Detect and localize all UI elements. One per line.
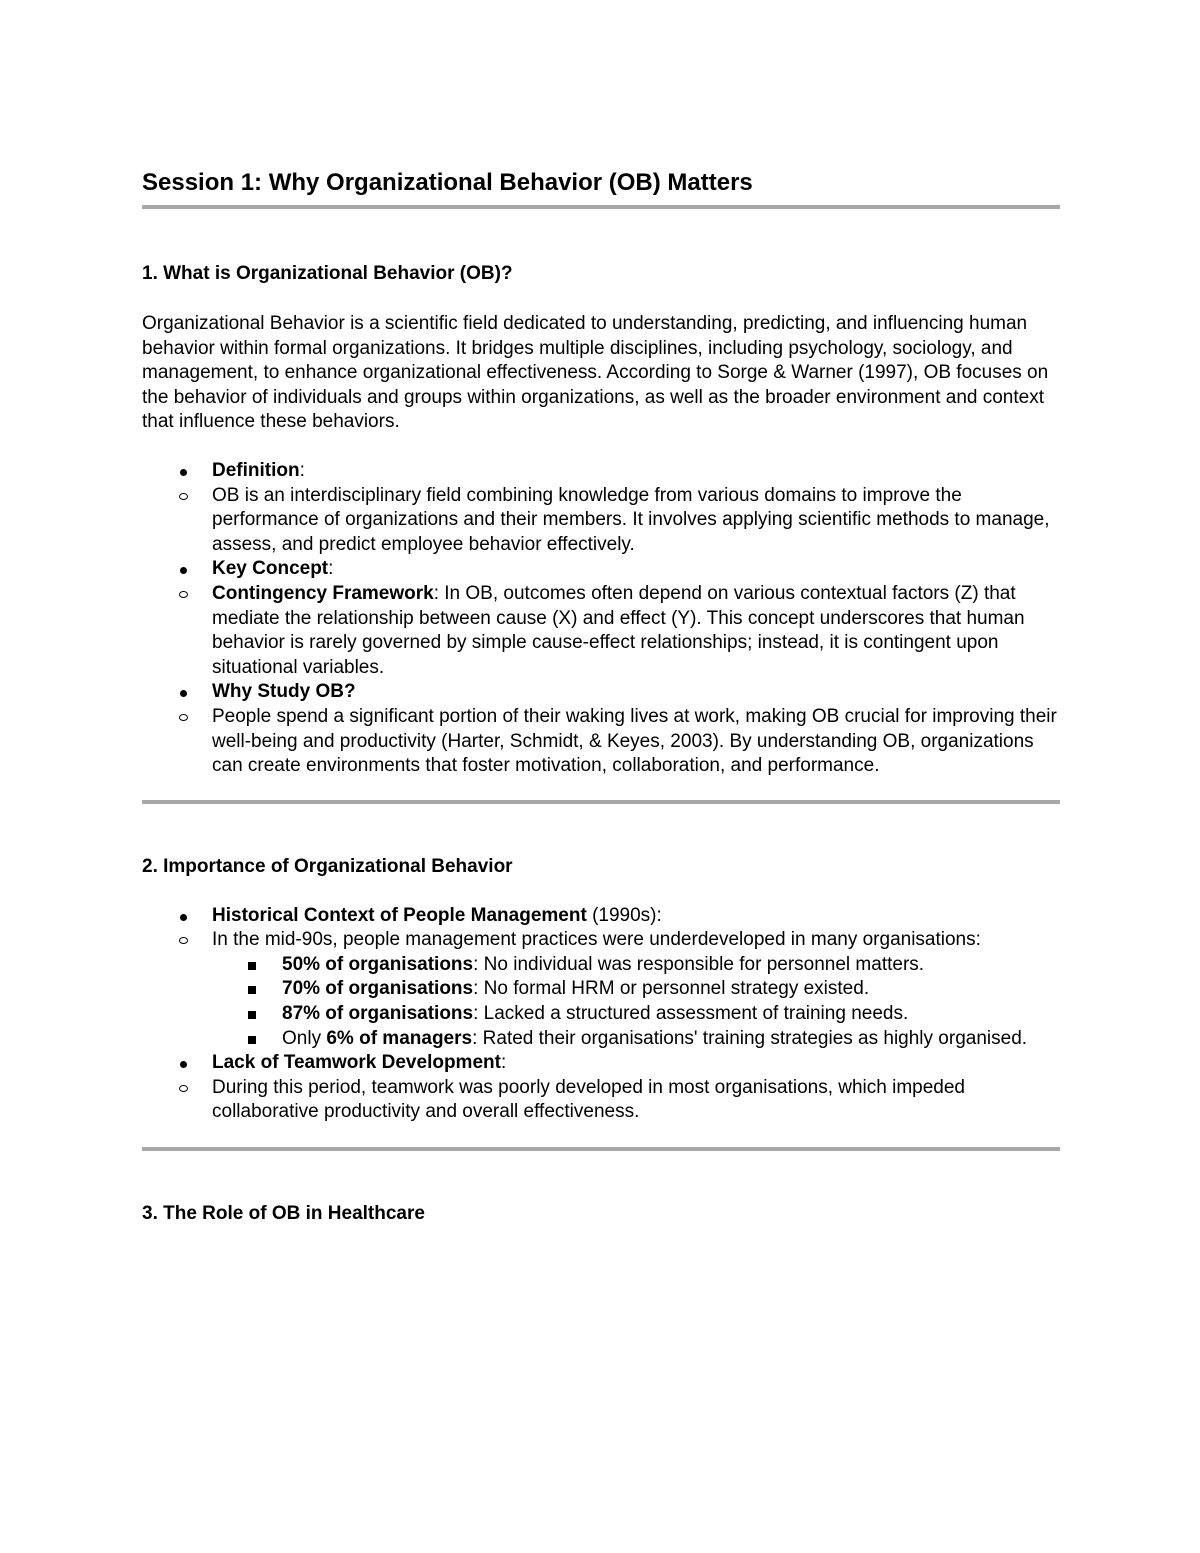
sub-item-text: During this period, teamwork was poorly developed in most organisations, which impeded collaborative productivity and overall effectiveness. [212,1076,965,1123]
list-item-label: Lack of Teamwork Development [212,1052,501,1074]
stat-item [212,977,1060,1002]
stat-prefix: Only [282,1027,327,1049]
square-bullet-icon [248,986,256,994]
circle-bullet-icon [179,714,188,721]
list-item-why-study [142,680,1060,778]
bullet-icon [180,690,187,697]
square-bullet-icon [248,1011,256,1019]
sub-list-item [212,705,1060,779]
sub-list-item [212,582,1060,680]
bullet-icon [180,469,187,476]
sub-list [212,582,1060,680]
list-item-key-concept [142,557,1060,680]
list-item-label: Historical Context of People Management [212,904,587,926]
stat-text: : Lacked a structured assessment of training needs. [473,1003,909,1025]
stat-bold: 50% of organisations [282,953,474,975]
section-2-heading: 2. Importance of Organizational Behavior [142,855,513,877]
list-item-suffix: : [500,1052,507,1074]
sub-item-text: OB is an interdisciplinary field combining knowledge from various domains to improve the performance of organizations and their members. It involves applying scientific methods to manage, assess, and predict employee behavior effectively. [212,484,1050,555]
list-item-suffix: : [328,558,334,580]
list-item-historical-context [142,904,1060,1052]
list-item-teamwork [142,1051,1060,1125]
sub-item-text: : In OB, outcomes often depend on various contextual factors (Z) that mediate the relationship between cause (X) and effect (Y). This concept underscores that human behavior is rarely governed by simple cause-effect relationships; instead, it is contingent upon situational variables. [212,582,1025,678]
stat-text: : No formal HRM or personnel strategy existed. [473,978,870,1000]
list-item-label: Definition [212,459,300,481]
section-3-heading: 3. The Role of OB in Healthcare [142,1203,425,1225]
stat-text: : No individual was responsible for personnel matters. [473,953,925,975]
circle-bullet-icon [179,1085,188,1092]
section-1-list [142,459,1060,779]
stat-text: : Rated their organisations' training strategies as highly organised. [472,1027,1028,1049]
document-page [142,168,1060,1227]
sub-list [212,484,1060,558]
section-1-heading: 1. What is Organizational Behavior (OB)? [142,263,513,284]
sub-item-bold: Contingency Framework [212,582,434,604]
list-item-suffix: : [299,459,305,481]
stat-bold: 70% of organisations [282,978,474,1000]
circle-bullet-icon [179,937,188,944]
page-title: Session 1: Why Organizational Behavior (OB) Matters [142,169,753,196]
sub-item-text: People spend a significant portion of their waking lives at work, making OB crucial for improving their well-being and productivity (Harter, Schmidt, & Keyes, 2003). By understanding OB, organizations can create environments that foster motivation, collaboration, and performance. [212,705,1057,777]
sub-list [212,705,1060,779]
sub-list [212,1076,1060,1125]
section-2-list [142,904,1060,1125]
bullet-icon [180,1061,187,1068]
list-item-label: Why Study OB? [212,681,356,703]
bullet-icon [180,914,187,921]
sub-item-text: In the mid-90s, people management practices were underdeveloped in many organisations: [212,929,981,951]
stat-bold: 6% of managers [326,1027,473,1049]
sub-list-item [212,484,1060,558]
sub-list [212,928,1060,1051]
list-item-definition [142,459,1060,557]
sub-list-item [212,928,1060,1051]
square-bullet-icon [248,962,256,970]
stat-bold: 87% of organisations [282,1003,474,1025]
circle-bullet-icon [179,493,188,500]
stat-item [212,1002,1060,1027]
list-item-suffix: (1990s): [586,904,662,926]
sub-list-item [212,1076,1060,1125]
stat-item [212,953,1060,978]
list-item-label: Key Concept [212,558,329,580]
bullet-icon [180,567,187,574]
stats-list [212,953,1060,1051]
square-bullet-icon [248,1036,256,1044]
circle-bullet-icon [179,591,188,598]
section-1-intro: Organizational Behavior is a scientific field dedicated to understanding, predicting, and influencing human behavior within formal organizations. It bridges multiple disciplines, including psychology, sociology, and management, to enhance organizational effectiveness. According to Sorge & Warner (1997), OB focuses on the behavior of individuals and groups within organizations, as well as the broader environment and context that influence these behaviors. [142,313,1049,433]
stat-item [212,1027,1060,1052]
